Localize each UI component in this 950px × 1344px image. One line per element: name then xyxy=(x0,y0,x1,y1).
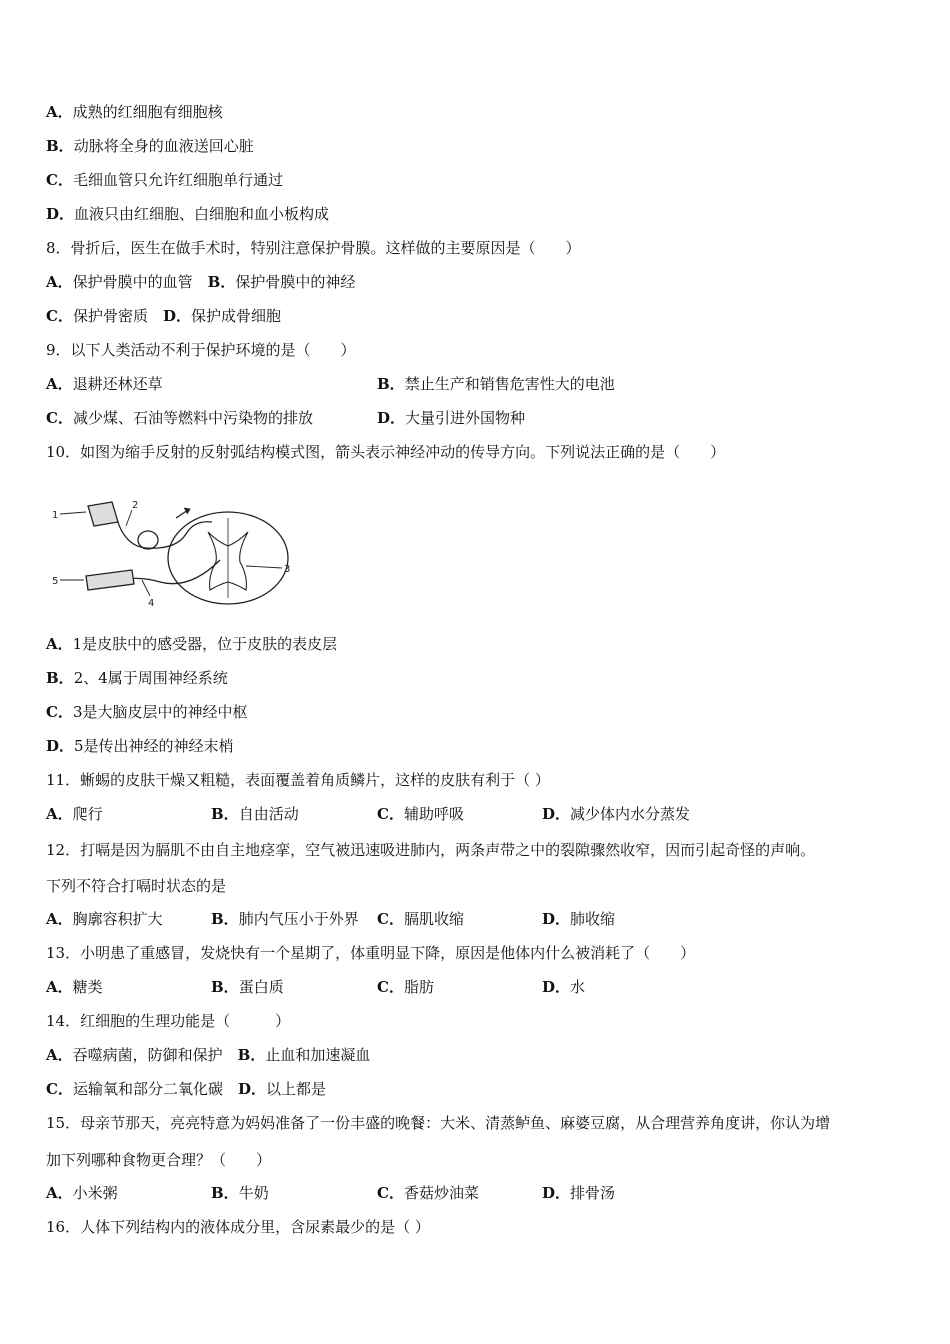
q10-option-a: A．1是皮肤中的感受器，位于皮肤的表皮层 xyxy=(46,635,338,653)
q10-option-b: B．2、4属于周围神经系统 xyxy=(46,669,228,687)
q13-option-b: B．蛋白质 xyxy=(211,978,284,996)
q7-option-a: A．成熟的红细胞有细胞核 xyxy=(46,103,223,121)
ganglion xyxy=(138,531,158,549)
q11-stem: 11．蜥蜴的皮肤干燥又粗糙，表面覆盖着角质鳞片，这样的皮肤有利于（ ） xyxy=(46,771,550,789)
q12-option-a: A．胸廓容积扩大 xyxy=(46,910,163,928)
q12-stem-line2: 下列不符合打嗝时状态的是 xyxy=(46,877,227,895)
q11-option-c: C．辅助呼吸 xyxy=(377,805,464,823)
afferent-nerve-2 xyxy=(116,516,212,548)
figure-label-3: 3 xyxy=(284,564,291,575)
q15-option-a: A．小米粥 xyxy=(46,1184,118,1202)
q13-option-c: C．脂肪 xyxy=(377,978,434,996)
q13-option-d: D．水 xyxy=(542,978,586,996)
q9-option-c: C．减少煤、石油等燃料中污染物的排放 xyxy=(46,409,313,427)
q9-option-a: A．退耕还林还草 xyxy=(46,375,163,393)
q11-option-b: B．自由活动 xyxy=(211,805,299,823)
q9-option-d: D．大量引进外国物种 xyxy=(377,409,526,427)
q15-stem-line2: 加下列哪种食物更合理？（ ） xyxy=(46,1151,272,1169)
figure-label-4: 4 xyxy=(148,598,155,608)
q14-options-ab: A．吞噬病菌，防御和保护 B．止血和加速凝血 xyxy=(46,1046,371,1064)
q7-option-d: D．血液只由红细胞、白细胞和血小板构成 xyxy=(46,205,330,223)
q12-option-c: C．膈肌收缩 xyxy=(377,910,464,928)
arrow-head xyxy=(184,508,190,514)
q15-stem-line1: 15．母亲节那天，亮亮特意为妈妈准备了一份丰盛的晚餐：大米、清蒸鲈鱼、麻婆豆腐，从合理营养角度讲，你认为增 xyxy=(46,1114,831,1132)
q13-stem: 13．小明患了重感冒，发烧快有一个星期了，体重明显下降，原因是他体内什么被消耗了（ ） xyxy=(46,944,696,962)
reflex-arc-diagram xyxy=(46,488,296,608)
figure-label-5: 5 xyxy=(52,576,59,587)
q7-option-b: B．动脉将全身的血液送回心脏 xyxy=(46,137,254,155)
q14-stem: 14．红细胞的生理功能是（ ） xyxy=(46,1012,291,1030)
figure-label-2: 2 xyxy=(132,500,139,511)
q9-option-b: B．禁止生产和销售危害性大的电池 xyxy=(377,375,615,393)
q12-option-d: D．肺收缩 xyxy=(542,910,616,928)
q16-stem: 16．人体下列结构内的液体成分里，含尿素最少的是（ ） xyxy=(46,1218,430,1236)
q8-stem: 8．骨折后，医生在做手术时，特别注意保护骨膜。这样做的主要原因是（ ） xyxy=(46,239,581,257)
q13-option-a: A．糖类 xyxy=(46,978,103,996)
q12-option-b: B．肺内气压小于外界 xyxy=(211,910,359,928)
q9-stem: 9．以下人类活动不利于保护环境的是（ ） xyxy=(46,341,356,359)
q7-option-c: C．毛细血管只允许红细胞单行通过 xyxy=(46,171,283,189)
q10-option-c: C．3是大脑皮层中的神经中枢 xyxy=(46,703,248,721)
skin-receptor-1 xyxy=(88,502,118,526)
q11-option-d: D．减少体内水分蒸发 xyxy=(542,805,691,823)
q10-option-d: D．5是传出神经的神经末梢 xyxy=(46,737,234,755)
q15-option-c: C．香菇炒油菜 xyxy=(377,1184,479,1202)
q10-stem: 10．如图为缩手反射的反射弧结构模式图，箭头表示神经冲动的传导方向。下列说法正确的是（ ） xyxy=(46,443,726,461)
q15-option-b: B．牛奶 xyxy=(211,1184,269,1202)
q12-stem-line1: 12．打嗝是因为膈肌不由自主地痉挛，空气被迅速吸进肺内，两条声带之中的裂隙骤然收窄，因而引起奇怪的声响。 xyxy=(46,841,816,859)
q8-options-cd: C．保护骨密质 D．保护成骨细胞 xyxy=(46,307,282,325)
q15-option-d: D．排骨汤 xyxy=(542,1184,616,1202)
effector-5 xyxy=(86,570,134,590)
q11-option-a: A．爬行 xyxy=(46,805,103,823)
q8-options-ab: A．保护骨膜中的血管 B．保护骨膜中的神经 xyxy=(46,273,356,291)
q14-options-cd: C．运输氧和部分二氧化碳 D．以上都是 xyxy=(46,1080,327,1098)
figure-label-1: 1 xyxy=(52,510,59,521)
